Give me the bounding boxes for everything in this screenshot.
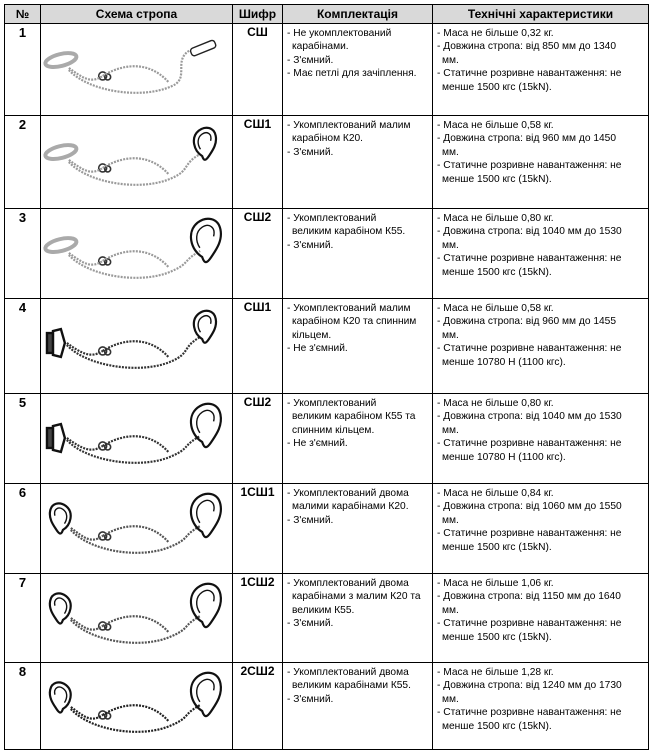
lanyard-scheme [41, 484, 232, 570]
kit-cell [283, 299, 433, 394]
spec-line: - Статичне розривне навантаження: не [437, 68, 622, 80]
kit-cell [283, 394, 433, 484]
table-header-row [5, 5, 649, 24]
kit-line: - З'ємний. [287, 54, 334, 66]
carabiner-icon [50, 682, 71, 712]
lanyard-scheme [41, 394, 232, 480]
spec-line: - Довжина стропа: від 850 мм до 1340 [437, 41, 616, 53]
product-code: СШ [233, 24, 283, 116]
kit-line: великим карабіном К55 та [292, 411, 416, 423]
spec-line: мм. [442, 514, 459, 526]
table-row [5, 24, 649, 116]
product-code: СШ2 [233, 394, 283, 484]
spec-line: - Довжина стропа: від 960 мм до 1450 [437, 133, 616, 145]
table-row [5, 209, 649, 299]
kit-line: - Має петлі для зачіплення. [287, 68, 417, 80]
kit-line: - З'ємний. [287, 239, 334, 251]
scheme-cell [41, 116, 233, 209]
kit-line: - Укомплектований малим [287, 303, 411, 314]
spec-line: - Маса не більше 0,32 кг. [437, 28, 554, 39]
specs-cell [433, 394, 649, 484]
kit-line: спинним кільцем. [292, 424, 375, 436]
kit-line: - Укомплектований малим [287, 120, 411, 131]
spec-line: - Маса не більше 0,80 кг. [437, 213, 554, 224]
spec-line: мм. [442, 329, 459, 341]
lanyard-scheme [41, 24, 232, 110]
rope-icon [67, 436, 200, 463]
carabiner-icon [194, 311, 216, 343]
kit-cell [283, 116, 433, 209]
spec-line: - Маса не більше 0,84 кг. [437, 488, 554, 499]
carabiner-icon [50, 503, 71, 533]
kit-line: - Не з'ємний. [287, 343, 348, 355]
kit-line: - Не з'ємний. [287, 438, 348, 450]
kit-line: карабінами з малим К20 та [292, 591, 421, 603]
specs-cell [433, 299, 649, 394]
kit-line: - Не укомплектований [287, 28, 392, 39]
spec-line: мм. [442, 424, 459, 436]
rope-icon [71, 705, 200, 732]
rope-icon [67, 337, 200, 368]
header-kit: Комплектація [283, 5, 433, 24]
spec-line: менше 1500 кгс (15kN). [442, 81, 552, 93]
spec-line: мм. [442, 239, 459, 251]
spec-line: мм. [442, 146, 459, 158]
spec-line: - Статичне розривне навантаження: не [437, 438, 622, 450]
spec-line: - Довжина стропа: від 1150 мм до 1640 [437, 591, 621, 603]
spec-line: - Статичне розривне навантаження: не [437, 618, 622, 630]
table-row [5, 574, 649, 663]
rope-icon [69, 154, 200, 185]
scheme-cell [41, 394, 233, 484]
lanyard-scheme [41, 663, 232, 749]
kit-cell [283, 574, 433, 663]
header-scheme: Схема стропа [41, 5, 233, 24]
table-row [5, 299, 649, 394]
rope-loop-icon [44, 50, 78, 69]
rope-icon [69, 251, 200, 278]
table-body [5, 24, 649, 750]
table-row [5, 663, 649, 750]
spec-line: менше 1500 кгс (15kN). [442, 541, 552, 553]
scheme-cell [41, 24, 233, 116]
scheme-cell [41, 299, 233, 394]
carabiner-icon [191, 584, 221, 627]
kit-cell [283, 663, 433, 750]
carabiner-icon [50, 593, 71, 623]
spec-line: мм. [442, 604, 459, 616]
spec-line: - Маса не більше 1,28 кг. [437, 667, 554, 678]
kit-line: - Укомплектований двома [287, 488, 409, 499]
product-code: СШ1 [233, 116, 283, 209]
kit-line: карабінами. [292, 41, 349, 53]
row-number: 2 [5, 116, 41, 209]
kit-line: - З'ємний. [287, 514, 334, 526]
product-code: 1СШ1 [233, 484, 283, 574]
row-number: 6 [5, 484, 41, 574]
spec-line: - Маса не більше 0,80 кг. [437, 398, 554, 409]
header-code: Шифр [233, 5, 283, 24]
carabiner-icon [191, 404, 221, 447]
specs-cell [433, 484, 649, 574]
spec-line: - Статичне розривне навантаження: не [437, 707, 622, 719]
header-number: № [5, 5, 41, 24]
specs-cell [433, 116, 649, 209]
product-code: СШ1 [233, 299, 283, 394]
kit-line: - З'ємний. [287, 146, 334, 158]
kit-line: карабіном К20 та спинним [292, 316, 417, 328]
rope-icon [71, 526, 200, 553]
spec-line: менше 1500 кгс (15kN). [442, 266, 552, 278]
product-code: СШ2 [233, 209, 283, 299]
rope-loop-icon [44, 142, 78, 161]
spec-line: - Довжина стропа: від 1240 мм до 1730 [437, 680, 622, 692]
product-code: 1СШ2 [233, 574, 283, 663]
table-row [5, 116, 649, 209]
scheme-cell [41, 484, 233, 574]
rope-loop-icon [44, 235, 78, 254]
back-ring-icon [47, 329, 65, 357]
spec-line: - Довжина стропа: від 1040 мм до 1530 [437, 411, 622, 423]
kit-line: великим карабінами К55. [292, 680, 411, 692]
back-ring-icon [47, 424, 65, 452]
kit-line: великим К55. [292, 604, 355, 616]
spec-line: менше 10780 Н (1100 кгс). [442, 451, 566, 463]
kit-line: - Укомплектований двома [287, 578, 409, 589]
kit-cell [283, 209, 433, 299]
header-specs: Технічні характеристики [433, 5, 649, 24]
lanyard-spec-table [4, 4, 649, 750]
row-number: 8 [5, 663, 41, 750]
kit-cell [283, 24, 433, 116]
spec-line: - Статичне розривне навантаження: не [437, 253, 622, 265]
kit-line: - Укомплектований [287, 398, 377, 409]
kit-line: малими карабінами К20. [292, 501, 409, 513]
spec-line: - Маса не більше 1,06 кг. [437, 578, 554, 589]
kit-line: кільцем. [292, 329, 332, 341]
table-row [5, 394, 649, 484]
scheme-cell [41, 209, 233, 299]
spec-line: менше 1500 кгс (15kN). [442, 173, 552, 185]
kit-line: - З'ємний. [287, 693, 334, 705]
carabiner-icon [191, 673, 221, 716]
specs-cell [433, 209, 649, 299]
spec-line: - Статичне розривне навантаження: не [437, 343, 622, 355]
spec-line: - Статичне розривне навантаження: не [437, 528, 622, 540]
lanyard-scheme [41, 574, 232, 660]
kit-cell [283, 484, 433, 574]
kit-line: великим карабіном К55. [292, 226, 406, 238]
sleeve-icon [190, 40, 217, 57]
kit-line: - Укомплектований [287, 213, 377, 224]
spec-line: менше 1500 кгс (15kN). [442, 720, 552, 732]
carabiner-icon [191, 494, 221, 537]
row-number: 5 [5, 394, 41, 484]
table-row [5, 484, 649, 574]
lanyard-scheme [41, 209, 232, 295]
rope-icon [69, 50, 190, 93]
specs-cell [433, 574, 649, 663]
product-code: 2СШ2 [233, 663, 283, 750]
spec-line: мм. [442, 54, 459, 66]
spec-line: менше 10780 Н (1100 кгс). [442, 356, 566, 368]
carabiner-icon [191, 219, 221, 262]
rope-icon [71, 616, 200, 643]
specs-cell [433, 663, 649, 750]
spec-line: менше 1500 кгс (15kN). [442, 631, 552, 643]
spec-line: - Довжина стропа: від 1060 мм до 1550 [437, 501, 622, 513]
lanyard-scheme [41, 116, 232, 202]
row-number: 1 [5, 24, 41, 116]
kit-line: карабіном К20. [292, 133, 363, 145]
row-number: 4 [5, 299, 41, 394]
spec-line: мм. [442, 693, 459, 705]
spec-line: - Статичне розривне навантаження: не [437, 160, 622, 172]
spec-line: - Довжина стропа: від 960 мм до 1455 [437, 316, 616, 328]
spec-line: - Маса не більше 0,58 кг. [437, 120, 554, 131]
scheme-cell [41, 663, 233, 750]
spec-line: - Довжина стропа: від 1040 мм до 1530 [437, 226, 622, 238]
row-number: 3 [5, 209, 41, 299]
kit-line: - З'ємний. [287, 618, 334, 630]
row-number: 7 [5, 574, 41, 663]
specs-cell [433, 24, 649, 116]
spec-line: - Маса не більше 0,58 кг. [437, 303, 554, 314]
kit-line: - Укомплектований двома [287, 667, 409, 678]
scheme-cell [41, 574, 233, 663]
lanyard-scheme [41, 299, 232, 385]
